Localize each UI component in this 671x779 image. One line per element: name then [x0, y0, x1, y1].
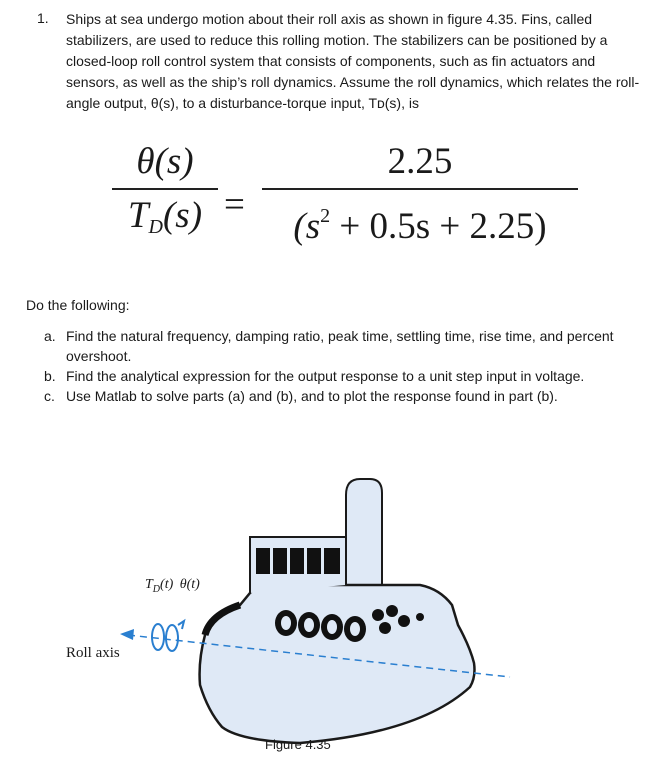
lhs-numerator: θ(s) [136, 141, 194, 182]
ship-roll-illustration [0, 465, 671, 765]
task-item-c [26, 386, 656, 406]
torque-theta-label [145, 577, 200, 595]
torque-label: T [145, 577, 153, 592]
lhs-fraction-bar [112, 188, 218, 190]
rhs-fraction-bar [262, 188, 578, 190]
task-text: Find the analytical expression for the output response to a unit step input in voltage. [66, 368, 585, 384]
task-marker: c. [44, 388, 55, 404]
problem-intro: Ships at sea undergo motion about their roll axis as shown in figure 4.35. Fins, called stabilizers, are used to reduce this rolling motion. The stabilizers can be positioned by a closed-loop roll control system that consists of components, such as fin actuators and sensors, as well as the ship’s roll dynamics. Assume the roll dynamics, which relates the roll-angle output, θ(s), to a disturbance-torque input, Tᴅ(s), is [66, 11, 640, 111]
torque-arg: (t) [160, 577, 174, 592]
problem-number: 1. [37, 10, 49, 26]
rhs-den-post: + 0.5s + 2.25) [330, 206, 547, 247]
lhs-den-T: T [127, 195, 149, 236]
task-list [26, 326, 656, 406]
rotation-arrows [152, 621, 184, 651]
ship-hull [200, 585, 475, 743]
task-marker: b. [44, 368, 56, 384]
rhs-den-pre: (s [293, 206, 321, 247]
theta-label: θ(t) [179, 577, 200, 592]
torque-sub: D [152, 583, 161, 595]
cabin-windows [256, 548, 340, 574]
task-text: Use Matlab to solve parts (a) and (b), and to plot the response found in part (b). [66, 388, 558, 404]
task-item-a [26, 326, 656, 366]
lhs-fraction [112, 140, 218, 249]
rhs-denominator [262, 194, 578, 249]
do-following-heading: Do the following: [26, 297, 130, 313]
lhs-denominator [112, 194, 218, 249]
rhs-fraction [262, 140, 578, 249]
figure-caption: Figure 4.35 [265, 737, 331, 752]
rhs-den-sup: 2 [320, 205, 331, 227]
rhs-numerator: 2.25 [387, 141, 453, 182]
figure-4-35 [0, 465, 671, 765]
equals-sign: = [224, 184, 245, 225]
task-marker: a. [44, 328, 56, 344]
task-text: Find the natural frequency, damping ratio, peak time, settling time, rise time, and percent overshoot. [66, 328, 614, 364]
lhs-den-s: (s) [162, 195, 203, 236]
transfer-function-equation [0, 140, 671, 260]
roll-axis-label: Roll axis [66, 645, 120, 661]
lhs-den-sub: D [148, 216, 163, 238]
roll-axis-arrowhead [120, 629, 134, 640]
task-item-b [26, 366, 656, 386]
